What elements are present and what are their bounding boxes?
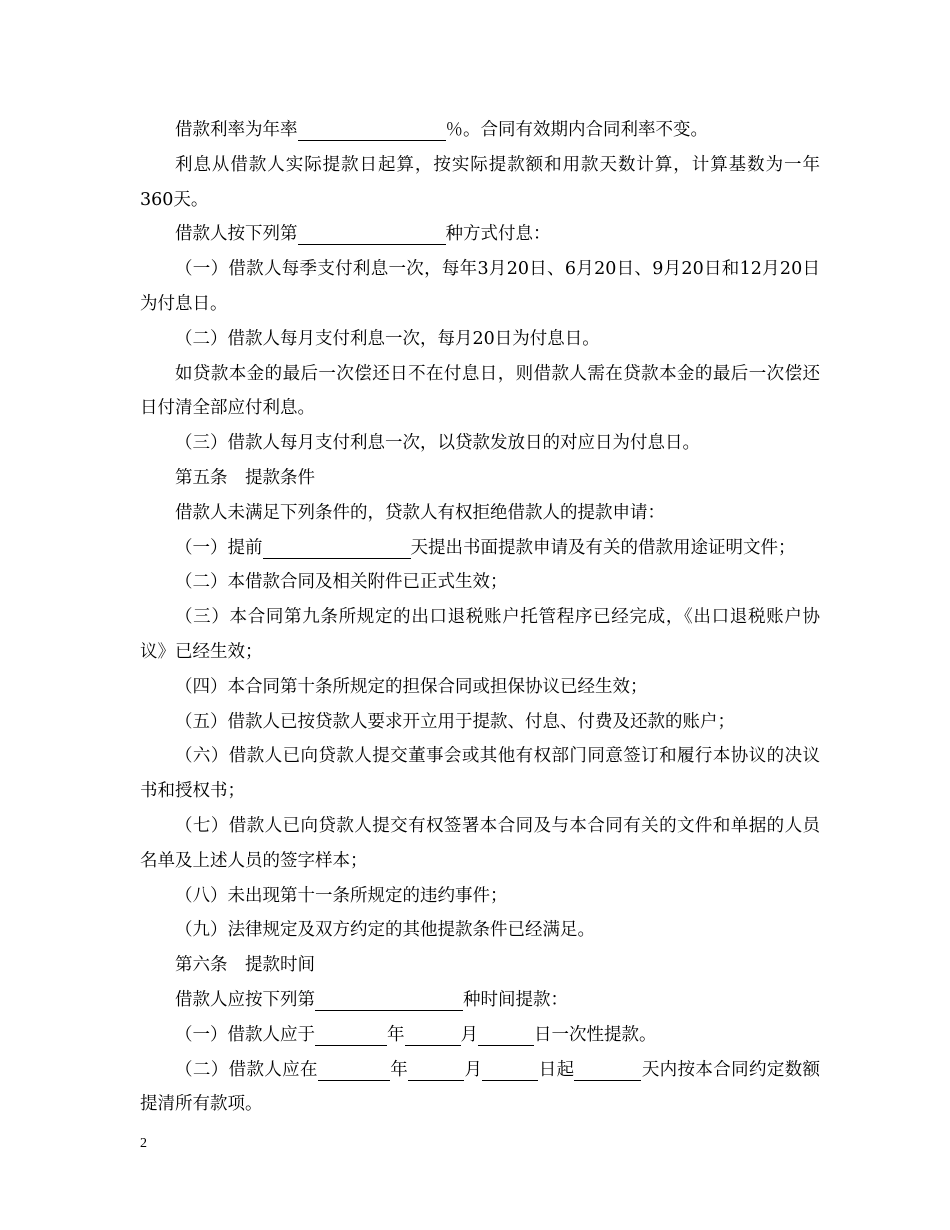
last-repayment-paragraph: 如贷款本金的最后一次偿还日不在付息日，则借款人需在贷款本金的最后一次偿还日付清全部应付利息。 <box>140 363 820 419</box>
document-body <box>140 113 820 1122</box>
condition-2: （二）本借款合同及相关附件已正式生效； <box>175 572 508 593</box>
text: 借款人应按下列第 <box>175 989 315 1010</box>
article-5-intro: 借款人未满足下列条件的，贷款人有权拒绝借款人的提款申请： <box>175 502 665 523</box>
year-blank <box>318 1058 390 1081</box>
withdrawal-time-2 <box>140 1053 820 1123</box>
condition-4: （四）本合同第十条所规定的担保合同或担保协议已经生效； <box>175 676 648 697</box>
days-blank <box>574 1058 641 1081</box>
condition-8: （八）未出现第十一条所规定的违约事件； <box>175 885 508 906</box>
interest-rate-paragraph <box>140 113 820 148</box>
payment-method-blank <box>298 222 446 245</box>
condition-7: （七）借款人已向贷款人提交有权签署本合同及与本合同有关的文件和单据的人员名单及上述人员的签字样本； <box>140 815 820 871</box>
condition-5: （五）借款人已按贷款人要求开立用于提款、付息、付费及还款的账户； <box>175 711 735 732</box>
text: 年 <box>389 1059 409 1080</box>
advance-days-blank <box>263 536 411 559</box>
article-6-title: 第六条 提款时间 <box>175 955 315 976</box>
condition-1 <box>140 531 820 566</box>
text: 月 <box>460 1024 478 1045</box>
text: 天提出书面提款申请及有关的借款用途证明文件； <box>410 537 796 558</box>
text: 天内按本合同约定数额提清所有款项。 <box>140 1059 821 1115</box>
payment-method-1: （一）借款人每季支付利息一次，每年3月20日、6月20日、9月20日和12月20日为付息日。 <box>140 259 820 314</box>
text: 借款人按下列第 <box>175 224 298 245</box>
text: 月 <box>464 1059 483 1080</box>
text: ％。合同有效期内合同利率不变。 <box>445 120 708 140</box>
text: 年 <box>387 1024 405 1045</box>
condition-9: （九）法律规定及双方约定的其他提款条件已经满足。 <box>175 920 595 941</box>
article-5-title: 第五条 提款条件 <box>175 467 315 488</box>
condition-6: （六）借款人已向贷款人提交董事会或其他有权部门同意签订和履行本协议的决议书和授权书； <box>140 746 820 802</box>
text: 日一次性提款。 <box>534 1024 657 1045</box>
day-blank <box>478 1023 534 1046</box>
page-number: 2 <box>140 1136 147 1151</box>
day-blank <box>482 1058 538 1081</box>
payment-method-3: （三）借款人每月支付利息一次，以贷款发放日的对应日为付息日。 <box>175 433 700 454</box>
year-blank <box>315 1023 387 1046</box>
payment-method-paragraph <box>140 217 820 252</box>
condition-3: （三）本合同第九条所规定的出口退税账户托管程序已经完成，《出口退税账户协议》已经生效； <box>140 607 820 662</box>
text: （二）借款人应在 <box>175 1059 318 1080</box>
interest-rate-blank <box>298 118 446 141</box>
interest-calculation-paragraph: 利息从借款人实际提款日起算，按实际提款额和用款天数计算，计算基数为一年360天。 <box>140 154 820 210</box>
payment-method-2: （二）借款人每月支付利息一次，每月20日为付息日。 <box>175 328 600 349</box>
withdrawal-time-1 <box>140 1018 820 1053</box>
article-6-intro <box>140 983 820 1018</box>
withdrawal-method-blank <box>315 988 463 1011</box>
text: 种时间提款： <box>463 989 568 1010</box>
text: 日起 <box>538 1059 575 1080</box>
text: 种方式付息： <box>445 224 551 245</box>
text: （一）提前 <box>175 537 263 558</box>
text: （一）借款人应于 <box>175 1024 315 1045</box>
month-blank <box>405 1023 461 1046</box>
text: 借款利率为年率 <box>175 120 298 140</box>
month-blank <box>408 1058 464 1081</box>
